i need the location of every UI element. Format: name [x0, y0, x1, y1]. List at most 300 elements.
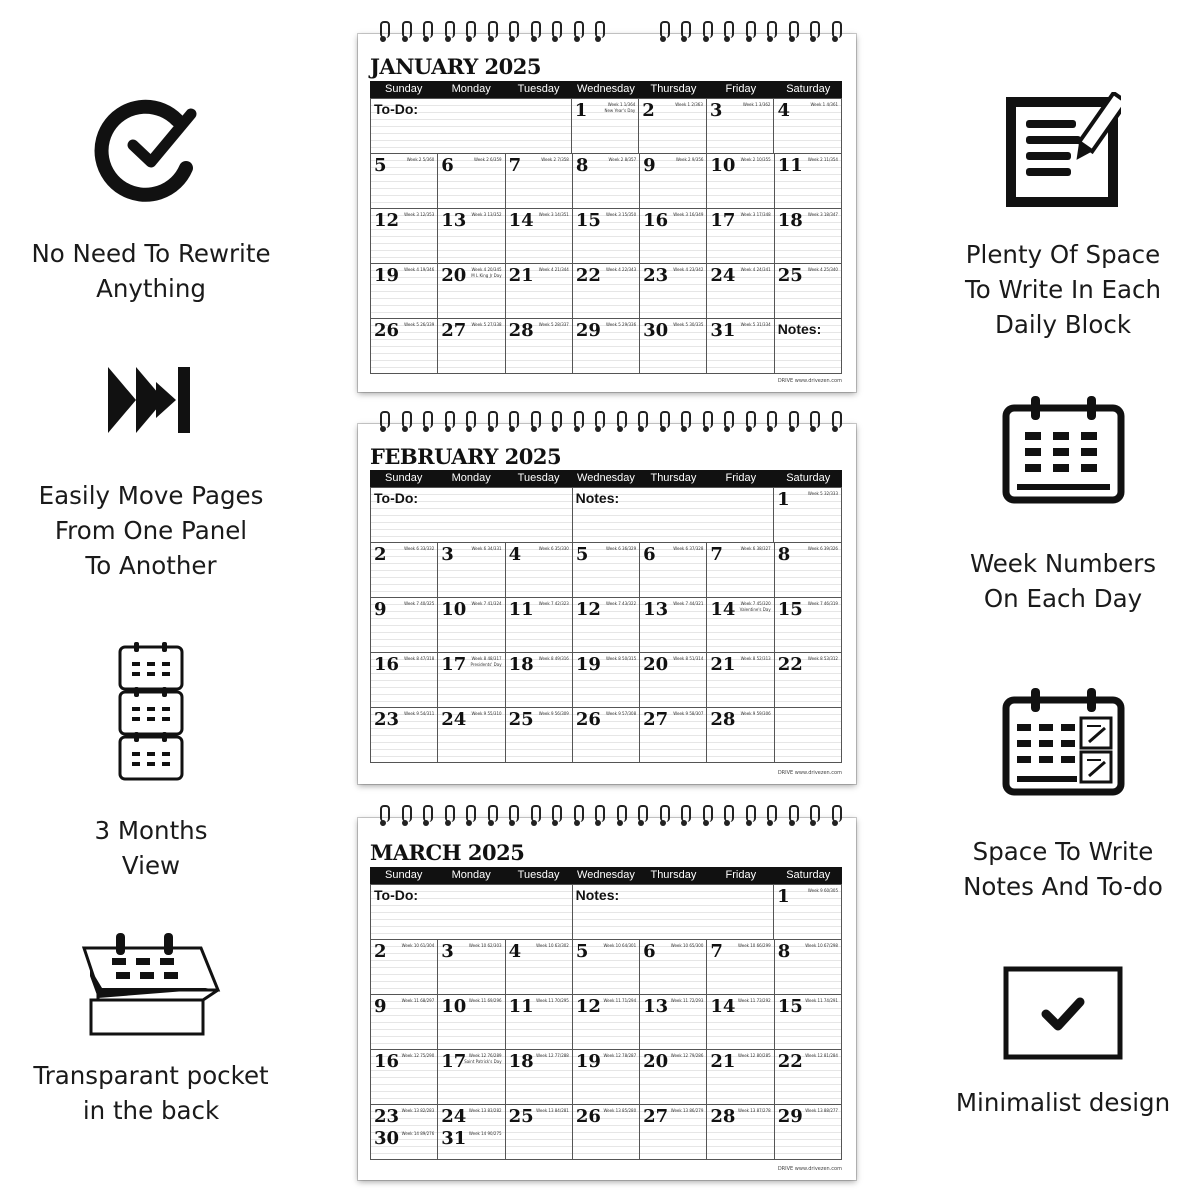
day-number: 13 — [441, 210, 467, 231]
week-number: Week 3 17/348 — [740, 212, 771, 217]
day-number: 1 — [777, 489, 790, 510]
day-number: 6 — [643, 544, 656, 565]
day-cell[interactable] — [573, 598, 640, 653]
day-cell[interactable] — [707, 209, 774, 264]
binding-hole — [531, 820, 537, 826]
day-number: 29 — [575, 320, 601, 341]
binding-hole — [767, 426, 773, 432]
day-number: 14 — [508, 210, 534, 231]
feature-label: Week Numbers On Each Day — [969, 549, 1157, 613]
binding-hole — [789, 36, 795, 42]
week-number: Week 11 70/295 — [536, 998, 569, 1003]
week-number: Week 10 67/298 — [805, 943, 838, 948]
week-grid — [370, 487, 842, 763]
week-number: Week 8 53/312 — [807, 656, 838, 661]
binding-hole — [488, 820, 494, 826]
week-number: Week 4 23/342 — [673, 267, 704, 272]
day-cell[interactable] — [506, 1050, 573, 1105]
week-row — [371, 1105, 842, 1160]
binding-hole — [380, 426, 386, 432]
binding-hole — [832, 820, 838, 826]
week-number: Week 5 30/335 — [673, 322, 704, 327]
day-cell[interactable] — [775, 264, 842, 319]
day-cell[interactable] — [438, 1050, 505, 1105]
binding-hole — [767, 36, 773, 42]
feature-label: Transparant pocket in the back — [33, 1061, 269, 1125]
day-cell[interactable] — [640, 543, 707, 598]
day-cell[interactable] — [438, 995, 505, 1050]
day-name-monday: Monday — [451, 472, 491, 484]
day-cell[interactable] — [506, 319, 573, 374]
day-number: 27 — [643, 1106, 669, 1127]
day-cell[interactable] — [640, 940, 707, 995]
day-cell[interactable] — [707, 319, 774, 374]
spiral-binding — [358, 21, 856, 45]
week-row — [371, 653, 842, 708]
day-number: 16 — [374, 654, 400, 675]
to-do-block[interactable] — [371, 885, 573, 940]
day-header-row — [370, 81, 842, 98]
day-number: 10 — [441, 599, 467, 620]
binding-hole — [509, 820, 515, 826]
feature-label: 3 Months View — [94, 816, 208, 880]
day-cell[interactable] — [506, 598, 573, 653]
feature-label: Easily Move Pages From One Panel To Another — [38, 481, 264, 580]
day-name-saturday: Saturday — [786, 869, 831, 881]
calendar-page-january — [358, 34, 856, 392]
day-cell[interactable] — [707, 264, 774, 319]
feature-week-numbers — [933, 396, 1193, 616]
day-cell[interactable] — [371, 209, 438, 264]
binding-hole — [445, 36, 451, 42]
day-number: 8 — [777, 941, 791, 962]
feature-notes-todo — [933, 688, 1193, 904]
day-name-sunday: Sunday — [385, 83, 423, 95]
day-cell[interactable] — [775, 154, 842, 209]
week-number: Week 11 68/297 — [401, 998, 435, 1003]
day-name-saturday: Saturday — [786, 83, 831, 95]
day-cell[interactable] — [775, 995, 842, 1050]
day-cell[interactable] — [775, 940, 842, 995]
binding-hole — [681, 426, 687, 432]
day-number: 25 — [508, 709, 534, 730]
week-row — [371, 995, 842, 1050]
day-cell[interactable] — [573, 653, 640, 708]
binding-hole — [746, 820, 752, 826]
brand-logo: DRIVE www.drivezen.com — [777, 770, 842, 776]
week-number: Week 9 58/307 — [673, 711, 704, 716]
week-number: Week 4 19/346 — [404, 267, 435, 272]
day-cell[interactable] — [640, 319, 707, 374]
day-number: 15 — [575, 210, 601, 231]
day-cell[interactable] — [573, 1050, 640, 1105]
day-cell[interactable] — [573, 995, 640, 1050]
day-cell[interactable] — [640, 653, 707, 708]
binding-hole — [488, 426, 494, 432]
week-number: Week 1 1/364 — [607, 102, 636, 107]
brand-logo: DRIVE www.drivezen.com — [777, 1166, 842, 1172]
day-number: 23 — [374, 1106, 400, 1127]
binding-hole — [509, 426, 515, 432]
day-cell[interactable] — [640, 154, 707, 209]
day-cell[interactable] — [438, 209, 505, 264]
day-number: 6 — [441, 155, 454, 176]
week-number: Week 3 13/352 — [471, 212, 502, 217]
day-cell[interactable] — [506, 940, 573, 995]
day-cell[interactable] — [506, 653, 573, 708]
day-cell[interactable] — [774, 885, 842, 940]
day-number: 26 — [575, 709, 601, 730]
week-number: Week 6 33/332 — [404, 546, 435, 551]
day-cell[interactable] — [707, 1105, 774, 1160]
day-cell[interactable] — [640, 264, 707, 319]
day-name-friday: Friday — [725, 472, 757, 484]
week-number: Week 13 85/280 — [603, 1108, 637, 1113]
day-cell[interactable] — [438, 543, 505, 598]
day-cell[interactable] — [506, 154, 573, 209]
day-number: 11 — [508, 599, 534, 620]
day-number: 2 — [374, 941, 387, 962]
day-number: 27 — [441, 320, 467, 341]
day-cell[interactable] — [573, 1105, 640, 1160]
week-number: Week 4 22/343 — [606, 267, 637, 272]
day-number: 27 — [643, 709, 669, 730]
day-cell[interactable] — [371, 995, 438, 1050]
day-name-saturday: Saturday — [786, 472, 831, 484]
day-cell[interactable] — [438, 653, 505, 708]
day-number: 20 — [643, 654, 669, 675]
day-cell[interactable] — [640, 708, 707, 763]
day-cell[interactable] — [707, 543, 774, 598]
day-cell[interactable] — [707, 708, 774, 763]
binding-hole — [810, 820, 816, 826]
day-cell[interactable] — [640, 1050, 707, 1105]
binding-hole — [789, 426, 795, 432]
week-number: Week 8 50/315 — [606, 656, 637, 661]
feature-minimalist — [933, 966, 1193, 1120]
week-grid — [370, 884, 842, 1160]
block-label: Notes: — [575, 887, 620, 903]
week-number: Week 13 88/277 — [805, 1108, 838, 1113]
holiday-label: M L King Jr Day — [471, 273, 502, 278]
binding-hole — [617, 820, 623, 826]
day-number: 14 — [710, 599, 736, 620]
day-number: 23 — [374, 709, 400, 730]
week-number: Week 2 10/355 — [740, 157, 771, 162]
calendar-notes-icon — [1001, 688, 1126, 798]
day-name-wednesday: Wednesday — [577, 83, 635, 95]
feature-pocket — [21, 928, 281, 1128]
week-number: Week 3 16/349 — [673, 212, 704, 217]
week-number: Week 11 74/291 — [805, 998, 838, 1003]
day-number: 8 — [777, 544, 791, 565]
holiday-label: New Year's Day — [604, 108, 636, 113]
day-number: 1 — [574, 100, 588, 121]
week-number: Week 13 87/278 — [738, 1108, 771, 1113]
week-number: Week 10 62/303 — [468, 943, 502, 948]
week-number: Week 12 77/288 — [536, 1053, 569, 1058]
week-grid — [370, 98, 842, 374]
block-label: To-Do: — [374, 490, 419, 506]
day-cell[interactable] — [707, 653, 774, 708]
binding-hole — [660, 426, 666, 432]
week-number: Week 6 36/329 — [606, 546, 637, 551]
week-number: Week 4 25/340 — [807, 267, 838, 272]
day-cell[interactable] — [639, 99, 707, 154]
fast-forward-icon — [106, 362, 196, 442]
week-number: Week 6 34/331 — [471, 546, 502, 551]
week-row — [371, 154, 842, 209]
week-number: Week 9 55/310 — [471, 711, 502, 716]
day-cell[interactable] — [775, 543, 842, 598]
week-row — [371, 488, 842, 543]
week-number: Week 2 8/357 — [608, 157, 637, 162]
week-number: Week 8 48/317 — [471, 656, 502, 661]
week-number: Week 1 3/362 — [742, 102, 771, 107]
notes-block[interactable] — [573, 885, 775, 940]
day-cell[interactable] — [640, 1105, 707, 1160]
week-row — [371, 940, 842, 995]
day-cell[interactable] — [640, 995, 707, 1050]
day-cell[interactable] — [775, 1050, 842, 1105]
binding-hole — [423, 36, 429, 42]
day-cell[interactable] — [573, 154, 640, 209]
day-number: 22 — [777, 1051, 803, 1072]
week-number: Week 12 75/290 — [401, 1053, 435, 1058]
day-number: 10 — [441, 996, 467, 1017]
day-cell[interactable] — [640, 209, 707, 264]
day-cell[interactable] — [573, 209, 640, 264]
spiral-binding — [358, 411, 856, 435]
day-cell[interactable] — [707, 598, 774, 653]
week-number: Week 2 11/354 — [807, 157, 838, 162]
week-number: Week 4 20/345 — [471, 267, 502, 272]
day-cell[interactable] — [506, 209, 573, 264]
day-cell[interactable] — [573, 319, 640, 374]
day-cell[interactable] — [506, 1105, 573, 1160]
binding-hole — [380, 36, 386, 42]
day-cell[interactable] — [573, 708, 640, 763]
day-cell[interactable] — [573, 543, 640, 598]
day-name-thursday: Thursday — [650, 472, 697, 484]
day-cell[interactable] — [371, 653, 438, 708]
week-row — [371, 1050, 842, 1105]
week-number: Week 8 47/318 — [404, 656, 435, 661]
day-number: 23 — [643, 265, 669, 286]
day-number: 7 — [710, 544, 723, 565]
day-cell[interactable] — [438, 1105, 505, 1160]
week-number: Week 9 59/306 — [740, 711, 771, 716]
day-cell[interactable] — [371, 264, 438, 319]
week-number: Week 11 72/293 — [670, 998, 704, 1003]
day-cell[interactable] — [438, 940, 505, 995]
week-number: Week 9 54/311 — [404, 711, 435, 716]
feature-label: No Need To Rewrite Anything — [31, 239, 271, 303]
check-circle-icon — [91, 90, 211, 210]
week-number: Week 9 57/308 — [606, 711, 637, 716]
week-number: Week 12 78/287 — [603, 1053, 637, 1058]
week-number: Week 10 61/304 — [401, 943, 435, 948]
week-number: Week 13 83/282 — [468, 1108, 502, 1113]
week-number: Week 7 43/322 — [606, 601, 637, 606]
to-do-block[interactable] — [371, 99, 572, 154]
day-cell[interactable] — [371, 598, 438, 653]
day-number: 28 — [710, 709, 736, 730]
holiday-label: Saint Patrick's Day — [464, 1059, 502, 1064]
week-number: Week 7 40/325 — [404, 601, 435, 606]
binding-hole — [724, 36, 730, 42]
day-number: 26 — [575, 1106, 601, 1127]
day-cell[interactable] — [371, 543, 438, 598]
week-number: Week 2 5/360 — [406, 157, 435, 162]
day-name-sunday: Sunday — [385, 869, 423, 881]
day-number: 31 — [710, 320, 736, 341]
week-row — [371, 598, 842, 653]
week-row — [371, 264, 842, 319]
day-cell[interactable] — [707, 940, 774, 995]
binding-hole — [552, 426, 558, 432]
day-cell[interactable] — [438, 708, 505, 763]
day-number: 9 — [374, 599, 387, 620]
day-cell[interactable] — [707, 1050, 774, 1105]
day-cell[interactable] — [506, 995, 573, 1050]
week-row — [371, 209, 842, 264]
notes-block[interactable] — [573, 488, 775, 543]
day-number: 28 — [508, 320, 534, 341]
feature-label: Plenty Of Space To Write In Each Daily Block — [964, 240, 1162, 339]
day-cell[interactable] — [640, 598, 707, 653]
binding-hole — [746, 36, 752, 42]
day-number: 4 — [777, 100, 790, 121]
week-number: Week 2 6/359 — [473, 157, 502, 162]
day-cell[interactable] — [371, 1050, 438, 1105]
day-cell[interactable] — [371, 154, 438, 209]
binding-hole — [660, 820, 666, 826]
day-name-tuesday: Tuesday — [517, 869, 560, 881]
week-number: Week 12 79/286 — [670, 1053, 704, 1058]
feature-label: Space To Write Notes And To-do — [963, 837, 1163, 901]
binding-hole — [638, 820, 644, 826]
day-cell[interactable] — [775, 209, 842, 264]
day-cell[interactable] — [775, 598, 842, 653]
day-cell[interactable] — [707, 154, 774, 209]
day-number: 16 — [643, 210, 669, 231]
day-number: 9 — [643, 155, 656, 176]
day-number: 3 — [441, 941, 454, 962]
binding-hole — [767, 820, 773, 826]
day-cell[interactable] — [774, 488, 842, 543]
week-number: Week 5 26/339 — [404, 322, 435, 327]
day-cell[interactable] — [506, 543, 573, 598]
binding-hole — [789, 820, 795, 826]
day-cell[interactable] — [371, 708, 438, 763]
week-row — [371, 708, 842, 763]
day-number: 11 — [777, 155, 803, 176]
week-number: Week 6 38/327 — [740, 546, 771, 551]
day-cell[interactable] — [775, 1105, 842, 1160]
notes-block[interactable] — [775, 319, 842, 374]
day-cell[interactable] — [774, 99, 842, 154]
week-number: Week 5 29/336 — [606, 322, 637, 327]
binding-hole — [724, 426, 730, 432]
week-number: Week 12 81/284 — [805, 1053, 838, 1058]
day-number: 16 — [374, 1051, 400, 1072]
day-number: 24 — [441, 709, 467, 730]
binding-hole — [681, 36, 687, 42]
day-number: 5 — [575, 544, 589, 565]
day-number: 21 — [710, 654, 736, 675]
day-number: 20 — [643, 1051, 669, 1072]
day-cell[interactable] — [506, 264, 573, 319]
week-number: Week 7 41/324 — [471, 601, 502, 606]
binding-hole — [832, 36, 838, 42]
binding-hole — [746, 426, 752, 432]
checkbox-icon — [1003, 966, 1123, 1061]
day-cell[interactable] — [573, 940, 640, 995]
day-number: 25 — [777, 265, 803, 286]
day-cell[interactable] — [572, 99, 640, 154]
week-number: Week 3 18/347 — [807, 212, 838, 217]
week-number: Week 9 56/309 — [538, 711, 569, 716]
day-cell[interactable] — [371, 1105, 438, 1160]
day-cell[interactable] — [707, 99, 775, 154]
day-number: 22 — [575, 265, 601, 286]
week-number: Week 6 39/326 — [807, 546, 838, 551]
to-do-block[interactable] — [371, 488, 573, 543]
day-number: 14 — [710, 996, 736, 1017]
week-number: Week 3 12/353 — [404, 212, 435, 217]
day-cell[interactable] — [506, 708, 573, 763]
month-title: FEBRUARY 2025 — [370, 444, 562, 469]
day-number: 31 — [441, 1128, 467, 1149]
binding-hole — [681, 820, 687, 826]
day-number: 15 — [777, 996, 803, 1017]
day-name-monday: Monday — [451, 83, 491, 95]
block-label: Notes: — [777, 321, 822, 337]
day-number: 3 — [709, 100, 723, 121]
day-number: 2 — [374, 544, 387, 565]
binding-hole — [402, 820, 408, 826]
day-cell[interactable] — [438, 264, 505, 319]
binding-hole — [445, 820, 451, 826]
week-number: Week 8 51/314 — [673, 656, 704, 661]
week-row — [371, 319, 842, 374]
week-number: Week 3 15/350 — [606, 212, 637, 217]
day-cell[interactable] — [438, 319, 505, 374]
day-number: 17 — [710, 210, 736, 231]
day-cell[interactable] — [371, 940, 438, 995]
binding-hole — [380, 820, 386, 826]
day-cell[interactable] — [438, 154, 505, 209]
empty-day-cell[interactable] — [775, 708, 842, 763]
day-cell[interactable] — [707, 995, 774, 1050]
day-number: 17 — [441, 654, 467, 675]
week-number: Week 8 52/313 — [740, 656, 771, 661]
day-cell[interactable] — [371, 319, 438, 374]
day-cell[interactable] — [775, 653, 842, 708]
day-number: 9 — [374, 996, 387, 1017]
day-number: 12 — [575, 996, 601, 1017]
day-number: 19 — [575, 654, 601, 675]
day-cell[interactable] — [438, 598, 505, 653]
day-name-tuesday: Tuesday — [517, 472, 560, 484]
binding-hole — [574, 36, 580, 42]
week-number: Week 7 44/321 — [673, 601, 704, 606]
day-number: 29 — [777, 1106, 803, 1127]
day-cell[interactable] — [573, 264, 640, 319]
day-number: 6 — [643, 941, 656, 962]
binding-hole — [574, 426, 580, 432]
